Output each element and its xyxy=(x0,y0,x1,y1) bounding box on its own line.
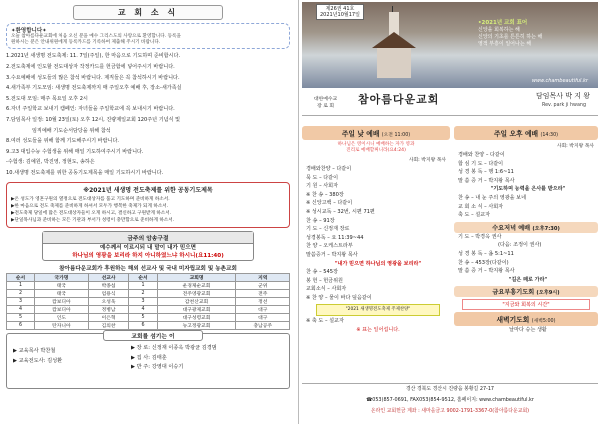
denomination xyxy=(314,96,337,110)
dawn-order xyxy=(454,326,598,335)
order-item: 교회소식 – 사회자 xyxy=(306,286,347,293)
order-item: ※ 성시교독 – 32번, 시편 71편 xyxy=(306,208,375,215)
table-cell: 김의찬 xyxy=(88,322,129,330)
order-item: 묵 도 – 다같이 xyxy=(306,174,339,181)
missions-table xyxy=(6,273,290,330)
news-title: 교 회 소 식 xyxy=(73,5,223,20)
service-heading xyxy=(454,222,598,233)
table-cell: 4 xyxy=(129,306,157,314)
left-panel xyxy=(2,2,294,389)
service-leader: 사회: 박지왕 목사 xyxy=(408,158,446,163)
table-cell: 캄보디아 xyxy=(35,306,89,314)
welcome-line: 오늘 참아름다운교회에 처음 오신 분을 예수 그리스도의 사랑으로 환영합니다. 등록을 xyxy=(11,34,181,39)
campaign-title: ※2021년 새생명 전도축제를 위한 공동기도제목 xyxy=(83,186,213,194)
order-item: ※ 축 도 – 설교자 xyxy=(306,318,344,325)
cover-banner xyxy=(302,2,598,88)
denomination-line: 대한예수교 xyxy=(314,97,338,102)
order-item: 기 원 – 사회자 xyxy=(306,183,339,190)
order-item: 경배와찬양 – 다같이 xyxy=(306,166,352,172)
order-item: 찬 양 – 오케스트라부 xyxy=(306,243,353,250)
theme-song-box: "2021 새생명전도축제 주제찬양" xyxy=(316,304,440,317)
table-header-row xyxy=(7,274,290,282)
church-header xyxy=(302,88,598,116)
column-header: 교회명 xyxy=(157,274,236,282)
standing-note: ※ 표는 일어섭니다. xyxy=(356,326,400,333)
table-cell: 3 xyxy=(129,298,157,306)
table-row xyxy=(7,282,290,290)
order-item: ※ 찬 양 – 물이 바다 덮음같이 xyxy=(306,294,372,301)
verse-line: 진리로 예배할찌니라(요4:24) xyxy=(346,148,406,153)
welcome-box xyxy=(6,23,290,49)
issue-box xyxy=(316,4,364,20)
service-time: (오전 11:00) xyxy=(381,133,411,138)
table-cell: 엄용식 xyxy=(88,290,129,298)
order-item: 말 씀 증 거 – 박지왕 목사 xyxy=(458,177,515,184)
table-cell: 이은혁 xyxy=(88,314,129,322)
order-item: 축 도 – 설교자 xyxy=(458,212,491,219)
service-title: 주일 낮 예배 xyxy=(341,130,380,138)
right-panel xyxy=(302,2,598,116)
order-item: 찬 송 – 545장 xyxy=(306,269,338,276)
helper-line: ▶ 교육전도사: 김성환 xyxy=(13,358,63,365)
dawn-theme: 날마다 승는 생활 xyxy=(509,327,547,334)
afternoon-and-weekday-services xyxy=(454,126,598,335)
order-item: 교 회 소 식 – 사회자 xyxy=(458,203,504,210)
motto-line: 영적 부흥이 일어나는 해 xyxy=(478,41,532,47)
table-cell: 태국 xyxy=(35,290,89,298)
verse-line: 하나님은 영이시니 예배하는 자가 영과 xyxy=(337,142,415,147)
memory-verse-line: 예수께서 이르시되 내 말이 내가 믿으면 xyxy=(99,244,197,251)
table-cell: 대구 xyxy=(236,314,290,322)
table-cell: 6 xyxy=(129,322,157,330)
order-item: 성 경 봉 독 – 욥 5:1~11 xyxy=(458,250,514,257)
table-cell: 뉴고정광교회 xyxy=(157,322,236,330)
pastor-name-english: Rev. park ji hwang xyxy=(541,103,586,108)
motto-line: 신앙을 회복하는 해 xyxy=(478,27,520,33)
memory-verse-box xyxy=(42,231,254,261)
church-building-illustration xyxy=(372,8,416,78)
motto-line: 신앙의 기초를 튼튼히 하는 해 xyxy=(478,34,543,40)
table-cell: 대구성령교회 xyxy=(157,314,236,322)
table-cell: 군위 xyxy=(236,282,290,290)
table-cell: 1 xyxy=(129,282,157,290)
welcome-line: 원하시는 분은 안내위원에게 등록카드를 기록하여 제출해 주시기 바랍니다. xyxy=(11,40,161,46)
friday-theme: "지금와 회복의 시간" xyxy=(462,299,590,310)
news-item: 9.고3 대입수능 수험생을 위해 매일 기도하여주시기 바랍니다. xyxy=(6,148,144,155)
table-cell: 대구광제교회 xyxy=(157,306,236,314)
helpers-title: 교회를 섬기는 이 xyxy=(103,330,203,341)
service-heading xyxy=(454,286,598,297)
service-time: (오후9시) xyxy=(536,290,560,297)
welcome-heading: ✦환영합니다✦ xyxy=(11,28,47,34)
campaign-line: ▶한 마음으로 전도 축제를 준비하게 하셔서 모두가 행복한 축제가 되게 하소서. xyxy=(11,203,169,209)
website-url[interactable]: www.chambeautiful.kr xyxy=(531,78,588,84)
pastor-name: 담임목사 박 지 왕 xyxy=(535,92,590,100)
memory-verse-title: 금주의 암송구절 xyxy=(43,232,253,244)
table-cell: 2 xyxy=(129,290,157,298)
campaign-line: ▶온 성도가 영혼구원의 열정으로 전도대상자를 품고 기도하며 준비하게 하소서. xyxy=(11,196,170,202)
news-item: 1.2021년 새생명 전도축제: 11. 7일(주일), 한 마음으로 기도하며 준비합시다. xyxy=(6,53,181,60)
table-cell: 정선 xyxy=(236,298,290,306)
table-cell: 1 xyxy=(7,282,35,290)
helpers-box xyxy=(6,333,290,389)
table-cell: 오성욱 xyxy=(88,298,129,306)
helpers-left xyxy=(13,346,62,366)
order-item: 기 도 – 박경옥 권사 xyxy=(458,233,502,240)
column-header: 순서 xyxy=(7,274,35,282)
table-cell: 박종섭 xyxy=(88,282,129,290)
table-cell: 탄자니아 xyxy=(35,322,89,330)
table-row xyxy=(7,322,290,330)
order-item: (다음: 조정이 권사) xyxy=(498,242,542,249)
missions-title: 참아름다운교회가 후원하는 해외 선교사 및 국내 미자립교회 및 농촌교회 xyxy=(59,266,237,273)
service-time: (14:30) xyxy=(540,133,559,138)
table-cell: 5 xyxy=(129,314,157,322)
church-contact-footer xyxy=(302,383,598,417)
denomination-line: 장 로 회 xyxy=(317,104,335,109)
order-item: ※ 찬 송 – 380장 xyxy=(306,191,344,198)
service-heading xyxy=(454,126,598,140)
service-title: 주일 오후 예배 xyxy=(493,130,539,138)
table-cell: 전주 xyxy=(236,290,290,298)
order-item: 찬 송 – 91장 xyxy=(306,217,335,224)
news-item: 2.전도축제에 인도할 전도대상자 작정카드를 헌금함에 넣어주시기 바랍니다. xyxy=(6,64,175,70)
table-row xyxy=(7,306,290,314)
service-leader: 사회: 박지왕 목사 xyxy=(556,144,594,149)
order-item: 말 씀 증 거 – 박지왕 목사 xyxy=(458,268,515,275)
helpers-right xyxy=(131,344,217,373)
news-item: 6.자녀 주일학교 보내기 캠페인: 자녀들을 주일학교에 꼭 보내시기 바랍니다. xyxy=(6,106,175,113)
service-time: (새벽5:00) xyxy=(531,319,556,325)
afternoon-order xyxy=(454,151,598,220)
table-row xyxy=(7,314,290,322)
wednesday-order xyxy=(454,233,598,285)
table-cell: 6 xyxy=(7,322,35,330)
students-line: -수험생: 김예원, 박진영, 정현도, 송하은 xyxy=(6,159,95,166)
helper-line: ▶ 장 로: 신정재 이종옥 박광균 김경범 xyxy=(131,345,217,352)
table-row xyxy=(7,290,290,298)
news-subitem: 임직예배 기도순서담당을 위해 참석 xyxy=(32,127,111,134)
service-title: 금요부흥기도회 xyxy=(492,289,535,297)
helper-line: ▶ 반 주: 강영대 이승기 xyxy=(131,364,184,371)
campaign-line: ▶전도축제 당일에 많은 전도대상자들이 오게 하시고, 결신하고 구원받게 하소서. xyxy=(11,211,172,217)
column-header: 선교사 xyxy=(88,274,129,282)
order-item: 봉 헌 – 헌금위원 xyxy=(306,277,343,284)
table-cell: 정병남 xyxy=(88,306,129,314)
memory-verse-line: 하나님의 영광을 보리라 하지 아니하였느냐 하시니(요11:40) xyxy=(72,252,224,259)
service-title: 새벽기도회 xyxy=(496,316,530,325)
table-row xyxy=(7,298,290,306)
news-item: 10.새생명 전도축제를 위한 공동기도제목을 매일 기도하시기 바랍니다. xyxy=(6,169,164,176)
campaign-prayer-box xyxy=(6,182,290,228)
service-time: (오후7:30) xyxy=(532,225,560,232)
news-item: 4.새가족부 기도모임: 새생명 전도축제까지 매 주일오후 예배 후, 장소-새가족실 xyxy=(6,85,182,92)
issue-date: 2021년10월17일 xyxy=(320,12,360,18)
column-header: 지역 xyxy=(236,274,290,282)
order-item: 찬 송 – 453장(다같이) xyxy=(458,259,509,266)
table-cell: 인도 xyxy=(35,314,89,322)
order-of-worship xyxy=(302,165,450,334)
table-cell: 2 xyxy=(7,290,35,298)
fold-line xyxy=(298,0,299,424)
issue-number: 제26권 41호 xyxy=(325,6,355,12)
table-cell: 캄보디아 xyxy=(35,298,89,306)
order-item: 찬 송 – 내 눈 주의 영광을 보네 xyxy=(458,194,527,201)
church-motto xyxy=(478,20,582,48)
table-cell: 대구 xyxy=(236,306,290,314)
order-item: 성 경 봉 독 – 행 1:6~11 xyxy=(458,169,514,176)
news-list xyxy=(6,51,290,178)
table-cell: 태국 xyxy=(35,282,89,290)
service-heading xyxy=(454,312,598,326)
sermon-title: "기도하며 능력을 은사를 받으라" xyxy=(490,186,566,193)
table-cell: 전주영광교회 xyxy=(157,290,236,298)
order-item: 기 도 – 신정재 장로 xyxy=(306,226,350,233)
table-cell: 3 xyxy=(7,298,35,306)
order-item: 성경봉독 – 요 11:39~44 xyxy=(306,234,364,241)
sunday-morning-service xyxy=(302,126,450,334)
table-cell: 5 xyxy=(7,314,35,322)
helper-line: ▶ 집 사: 김태훈 xyxy=(131,354,167,361)
order-item: 말씀증거 – 박지왕 목사 xyxy=(306,251,358,258)
address-line: 경산 경북도 경산시 진량읍 봉황길 27-17 xyxy=(405,386,495,392)
news-item: 7.담임목사 일정: 10월 23일(토) 오후 12시, 진량제일교회 120주년 기념식 및 xyxy=(6,116,181,123)
offering-account-line: 온라인 교회헌금 계좌 : 새마을금고 9002-1791-3367-0(참아름다운교회) xyxy=(370,408,530,414)
news-item: 3.수요예배에 성도들의 많은 참석 바랍니다. 제직들은 꼭 참석하시기 바랍니다. xyxy=(6,74,180,81)
call-to-worship xyxy=(302,142,450,154)
column-header: 국가명 xyxy=(35,274,89,282)
table-cell: 감천산교회 xyxy=(157,298,236,306)
news-item: 8.여러 성도들을 위해 함께 기도해주시기 바랍니다. xyxy=(6,138,119,145)
service-title: 수요저녁 예배 xyxy=(492,224,531,232)
order-item: ※ 신앙고백 – 다같이 xyxy=(306,200,353,207)
helper-line: ▶ 교육목사 박찬철 xyxy=(13,348,56,355)
missions-section xyxy=(6,264,290,330)
table-cell: 4 xyxy=(7,306,35,314)
order-item: 경배와 찬양 – 다같이 xyxy=(458,152,505,158)
contact-line: ☎053)857-0691, FAX053)854-9512, 홈페이지: www.chambeautiful.kr xyxy=(366,397,534,403)
campaign-line: ▶단일목사님과 준비하는 모든 기관과 부서가 성령이 충만함으로 준비하게 하소서. xyxy=(11,218,175,224)
table-cell: 운경제순교회 xyxy=(157,282,236,290)
church-name: 참아름다운교회 xyxy=(358,93,440,106)
column-header: 순서 xyxy=(129,274,157,282)
service-heading xyxy=(302,126,450,140)
table-cell: 충남공주 xyxy=(236,322,290,330)
motto-title: •2021년 교회 표어 xyxy=(478,20,528,26)
sermon-title: "내가 믿으면 하나님의 영광을 보리라" xyxy=(334,260,422,267)
order-item: 합 심 기 도 – 다같이 xyxy=(458,160,504,167)
news-item: 5.전도대 모임: 매주 목요일 오후 2시 xyxy=(6,95,88,102)
sermon-title: "길은 떼로 가라" xyxy=(508,276,548,283)
